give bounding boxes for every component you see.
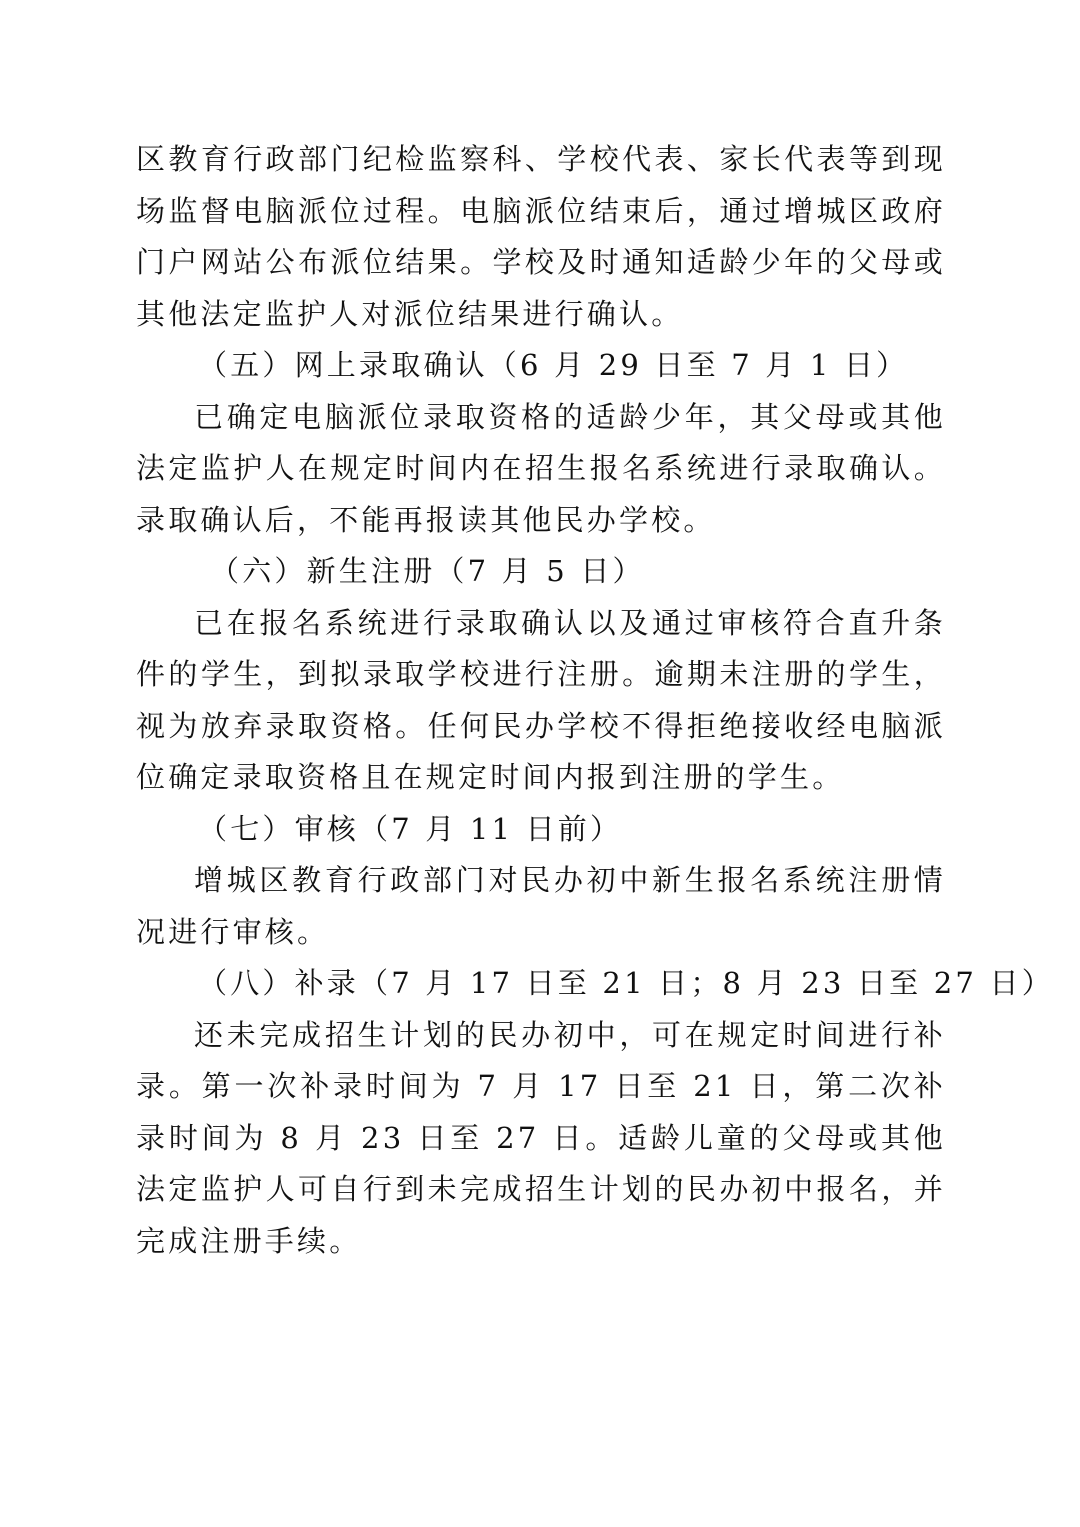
paragraph-supplementary-admission: 还未完成招生计划的民办初中，可在规定时间进行补录。第一次补录时间为 7 月 17 日至 21 日，第二次补录时间为 8 月 23 日至 27 日。适龄儿童的父母或其他法定监护人可自行到未完成招生计划的民办初中报名，并完成注册手续。 bbox=[136, 1017, 946, 1258]
heading-new-student-registration: （六）新生注册（7 月 5 日） bbox=[210, 554, 645, 588]
paragraph-review: 增城区教育行政部门对民办初中新生报名系统注册情况进行审核。 bbox=[136, 863, 946, 949]
paragraph-new-student-registration: 已在报名系统进行录取确认以及通过审核符合直升条件的学生，到拟录取学校进行注册。逾期未注册的学生，视为放弃录取资格。任何民办学校不得拒绝接收经电脑派位确定录取资格且在规定时间内报到注册的学生。 bbox=[136, 605, 946, 794]
paragraph-online-admission-confirmation: 已确定电脑派位录取资格的适龄少年，其父母或其他法定监护人在规定时间内在招生报名系统进行录取确认。录取确认后，不能再报读其他民办学校。 bbox=[136, 399, 946, 537]
heading-supplementary-admission: （八）补录（7 月 17 日至 21 日；8 月 23 日至 27 日） bbox=[198, 966, 1054, 1000]
paragraph-supervision: 区教育行政部门纪检监察科、学校代表、家长代表等到现场监督电脑派位过程。电脑派位结束后，通过增城区政府门户网站公布派位结果。学校及时通知适龄少年的父母或其他法定监护人对派位结果进行确认。 bbox=[136, 142, 946, 331]
heading-online-admission-confirmation: （五）网上录取确认（6 月 29 日至 7 月 1 日） bbox=[198, 348, 909, 382]
heading-review: （七）审核（7 月 11 日前） bbox=[198, 811, 623, 846]
document-body bbox=[136, 134, 1054, 1267]
